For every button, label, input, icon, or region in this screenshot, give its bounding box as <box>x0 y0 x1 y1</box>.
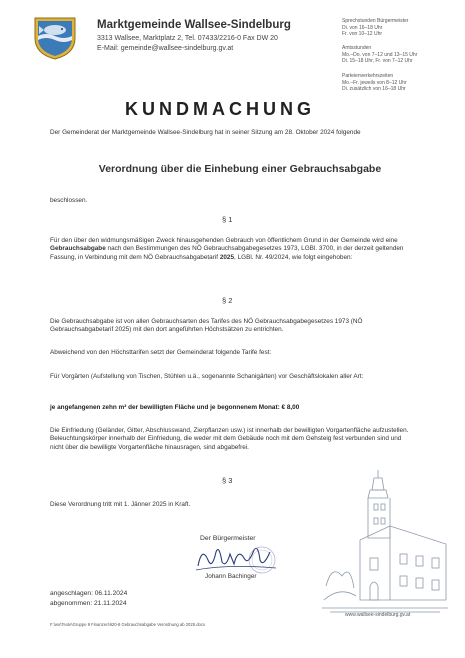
website-url: www.wallsee-sindelburg.gv.at <box>345 612 411 618</box>
sprechstunden-line: Fr. von 10–12 Uhr <box>342 31 383 38</box>
amtsstunden-block <box>342 45 417 65</box>
section-2-rate: je angefangenen zehn m² der bewilligten Fläche und je begonnenem Monat: € 8,00 <box>50 404 300 411</box>
section-1-bold-term: Gebrauchsabgabe <box>50 245 106 253</box>
removed-date: abgenommen: 21.11.2024 <box>50 600 127 607</box>
section-1-bold-year: 2025 <box>219 253 235 261</box>
section-2-heading: § 2 <box>222 296 233 305</box>
sprechstunden-block <box>342 18 408 38</box>
sprechstunden-title: Sprechstunden Bürgermeister <box>342 18 409 24</box>
section-1-text: nach den Bestimmungen des NÖ Gebrauchsabgabegesetzes 1973, LGBl. 3700, in der derzeit geltenden Fassung, in Verbindung mit dem NÖ Gebrauchsabgabetarif <box>50 245 404 261</box>
section-1-paragraph <box>50 237 415 262</box>
section-1-heading: § 1 <box>222 215 233 224</box>
sprechstunden-line: Di. von 16–18 Uhr <box>342 24 383 31</box>
signature-label: Der Bürgermeister <box>200 535 256 542</box>
municipality-name: Marktgemeinde Wallsee-Sindelburg <box>97 19 291 31</box>
amtsstunden-line: Di. 15–18 Uhr, Fr. von 7–12 Uhr <box>342 58 413 65</box>
beschlossen-text: beschlossen. <box>50 197 88 204</box>
regulation-title: Verordnung über die Einhebung einer Gebrauchsabgabe <box>98 163 382 175</box>
section-2-paragraph-2: Abweichend von den Höchsttarifen setzt der Gemeinderat folgende Tarife fest: <box>50 349 272 356</box>
posted-date: angeschlagen: 06.11.2024 <box>50 590 128 597</box>
section-2-paragraph-3: Für Vorgärten (Aufstellung von Tischen, Stühlen u.ä., sogenannte Schanigärten) vor Geschäftslokalen aller Art: <box>50 373 364 380</box>
section-1-text: , LGBl. Nr. 49/2024, wie folgt eingehoben: <box>234 253 353 261</box>
amtsstunden-line: Mo.–Do. von 7–12 und 13–15 Uhr <box>342 51 418 58</box>
parteienverkehr-line: Di. zusätzlich von 16–18 Uhr <box>342 86 406 93</box>
section-1-text: Für den über den widmungsmäßigen Zweck hinausgehenden Gebrauch von öffentlichem Grund in der Gemeinde wird eine <box>50 237 398 244</box>
section-2-paragraph-1: Die Gebrauchsabgabe ist von allen Gebrauchsarten des Tarifes des NÖ Gebrauchsabgabegesetzes 1973 (NÖ Gebrauchsabgabetarif 2025) mit den dort angeführten Höchstsätzen zu entrichten. <box>50 318 363 334</box>
signature-scribble <box>188 538 283 578</box>
document-title: KUNDMACHUNG <box>125 99 315 119</box>
section-3-paragraph: Diese Verordnung tritt mit 1. Jänner 2025 in Kraft. <box>50 501 191 508</box>
intro-paragraph: Der Gemeinderat der Marktgemeinde Wallsee-Sindelburg hat in seiner Sitzung am 28. Oktober 2024 folgende <box>50 129 361 136</box>
municipality-email: E-Mail: gemeinde@wallsee-sindelburg.gv.at <box>97 45 234 52</box>
municipality-address: 3313 Wallsee, Marktplatz 2, Tel. 07433/2216-0 Fax DW 20 <box>97 35 278 42</box>
parteienverkehr-block <box>342 73 407 93</box>
amtsstunden-title: Amtsstunden <box>342 45 372 51</box>
parteienverkehr-line: Mo.–Fr. jeweils von 8–12 Uhr <box>342 79 407 86</box>
municipality-logo <box>30 10 80 60</box>
file-path: F:\wo\Texte\Gruppe 9 Finanzen\920-8 Gebrauchsabgabe Verordnung ab 2025.docx <box>50 622 206 627</box>
section-3-heading: § 3 <box>222 476 233 485</box>
parteienverkehr-title: Parteienverkehrszeiten <box>342 73 394 79</box>
section-2-paragraph-4: Die Einfriedung (Geländer, Gitter, Abschlusswand, Zierpflanzen usw.) ist innerhalb der bewilligten Vorgartenfläche aufzustellen. Beleuchtungskörper innerhalb der Einfriedung, die weder mit dem Gebäude noch mit dem Gehsteig fest verbunden sind und nicht über die bewilligte Vorgartenfläche hinausragen, sind abgabefrei. <box>50 427 409 451</box>
signatory-name: Johann Bachinger <box>205 573 257 580</box>
castle-sketch <box>320 468 450 616</box>
